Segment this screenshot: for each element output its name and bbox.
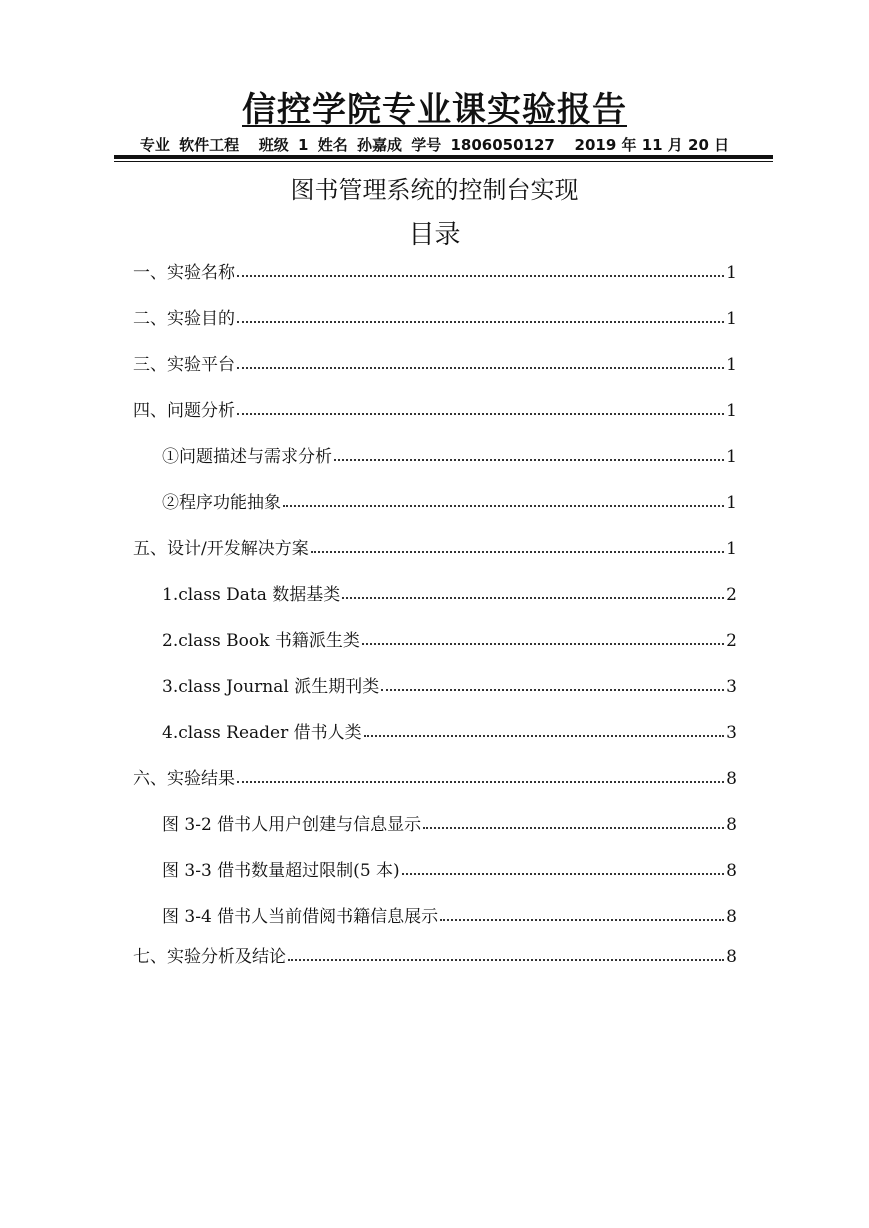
toc-entry[interactable] [162, 717, 737, 743]
toc-leader-dots [237, 781, 724, 783]
toc-leader-dots [342, 597, 724, 599]
class-label: 班级 [258, 136, 289, 154]
toc-leader-dots [288, 959, 724, 961]
toc-entry[interactable] [133, 349, 737, 375]
toc-entry-label: 五、设计/开发解决方案 [133, 539, 309, 559]
toc-entry[interactable] [162, 809, 737, 835]
toc-leader-dots [237, 367, 724, 369]
major-label: 专业 [139, 136, 170, 154]
toc-entry-label: 3.class Journal 派生期刊类 [162, 677, 380, 697]
toc-entry-page: 8 [726, 907, 737, 927]
toc-entry-label: 图 3-2 借书人用户创建与信息显示 [162, 815, 422, 835]
toc-entry-label: 二、实验目的 [133, 309, 235, 329]
toc-entry-label: 四、问题分析 [133, 401, 235, 421]
toc-entry-label: 图 3-4 借书人当前借阅书籍信息展示 [162, 907, 439, 927]
toc-entry-page: 8 [726, 947, 737, 967]
toc-entry-page: 8 [726, 815, 737, 835]
toc-entry-page: 3 [726, 723, 737, 743]
toc-entry-page: 2 [726, 585, 737, 605]
toc-entry[interactable] [162, 625, 737, 651]
toc-entry-label: 1.class Data 数据基类 [162, 585, 341, 605]
toc-entry[interactable] [133, 533, 737, 559]
report-meta-line [0, 134, 869, 155]
toc-entry-label: 2.class Book 书籍派生类 [162, 631, 360, 651]
toc-heading: 目录 [408, 220, 461, 250]
toc-entry[interactable] [133, 257, 737, 283]
toc-entry-page: 1 [726, 493, 737, 513]
toc-entry-page: 2 [726, 631, 737, 651]
toc-leader-dots [237, 413, 724, 415]
toc-entry-label: 六、实验结果 [133, 769, 235, 789]
header-divider-thick [114, 155, 773, 159]
header-divider-thin [114, 161, 773, 162]
toc-entry[interactable] [162, 579, 737, 605]
toc-entry-page: 8 [726, 769, 737, 789]
toc-leader-dots [237, 321, 724, 323]
toc-entry-page: 1 [726, 263, 737, 283]
toc-entry[interactable] [162, 855, 737, 881]
toc-entry-label: ②程序功能抽象 [162, 493, 281, 513]
toc-entry[interactable] [162, 487, 737, 513]
toc-entry-page: 1 [726, 309, 737, 329]
toc-leader-dots [440, 919, 724, 921]
toc-entry-page: 3 [726, 677, 737, 697]
major-value: 软件工程 [179, 136, 240, 154]
toc-leader-dots [362, 643, 724, 645]
toc-entry[interactable] [133, 303, 737, 329]
toc-entry-page: 1 [726, 539, 737, 559]
report-title: 信控学院专业课实验报告 [242, 90, 627, 130]
toc-entry[interactable] [162, 901, 737, 927]
toc-entry[interactable] [162, 671, 737, 697]
toc-entry-label: 4.class Reader 借书人类 [162, 723, 362, 743]
toc-entry[interactable] [133, 763, 737, 789]
toc-entry-page: 8 [726, 861, 737, 881]
toc-entry[interactable] [162, 441, 737, 467]
report-date: 2019 年 11 月 20 日 [574, 136, 730, 154]
student-id-label: 学号 [411, 136, 442, 154]
toc-leader-dots [381, 689, 724, 691]
name-value: 孙嘉成 [356, 136, 402, 154]
toc-leader-dots [237, 275, 724, 277]
toc-leader-dots [423, 827, 724, 829]
class-value: 1 [298, 136, 309, 154]
toc-entry-page: 1 [726, 355, 737, 375]
toc-entry[interactable] [133, 941, 737, 967]
name-label: 姓名 [317, 136, 348, 154]
toc-leader-dots [283, 505, 724, 507]
toc-entry-label: 七、实验分析及结论 [133, 947, 286, 967]
toc-entry-page: 1 [726, 447, 737, 467]
toc-entry-label: 一、实验名称 [133, 263, 235, 283]
toc-entry-label: 图 3-3 借书数量超过限制(5 本) [162, 861, 400, 881]
toc-leader-dots [311, 551, 724, 553]
document-title: 图书管理系统的控制台实现 [290, 176, 579, 204]
toc-leader-dots [334, 459, 724, 461]
toc-entry-label: ①问题描述与需求分析 [162, 447, 332, 467]
student-id-value: 1806050127 [450, 136, 555, 154]
toc-entry-label: 三、实验平台 [133, 355, 235, 375]
toc-entry[interactable] [133, 395, 737, 421]
toc-leader-dots [364, 735, 725, 737]
toc-entry-page: 1 [726, 401, 737, 421]
toc-leader-dots [402, 873, 725, 875]
